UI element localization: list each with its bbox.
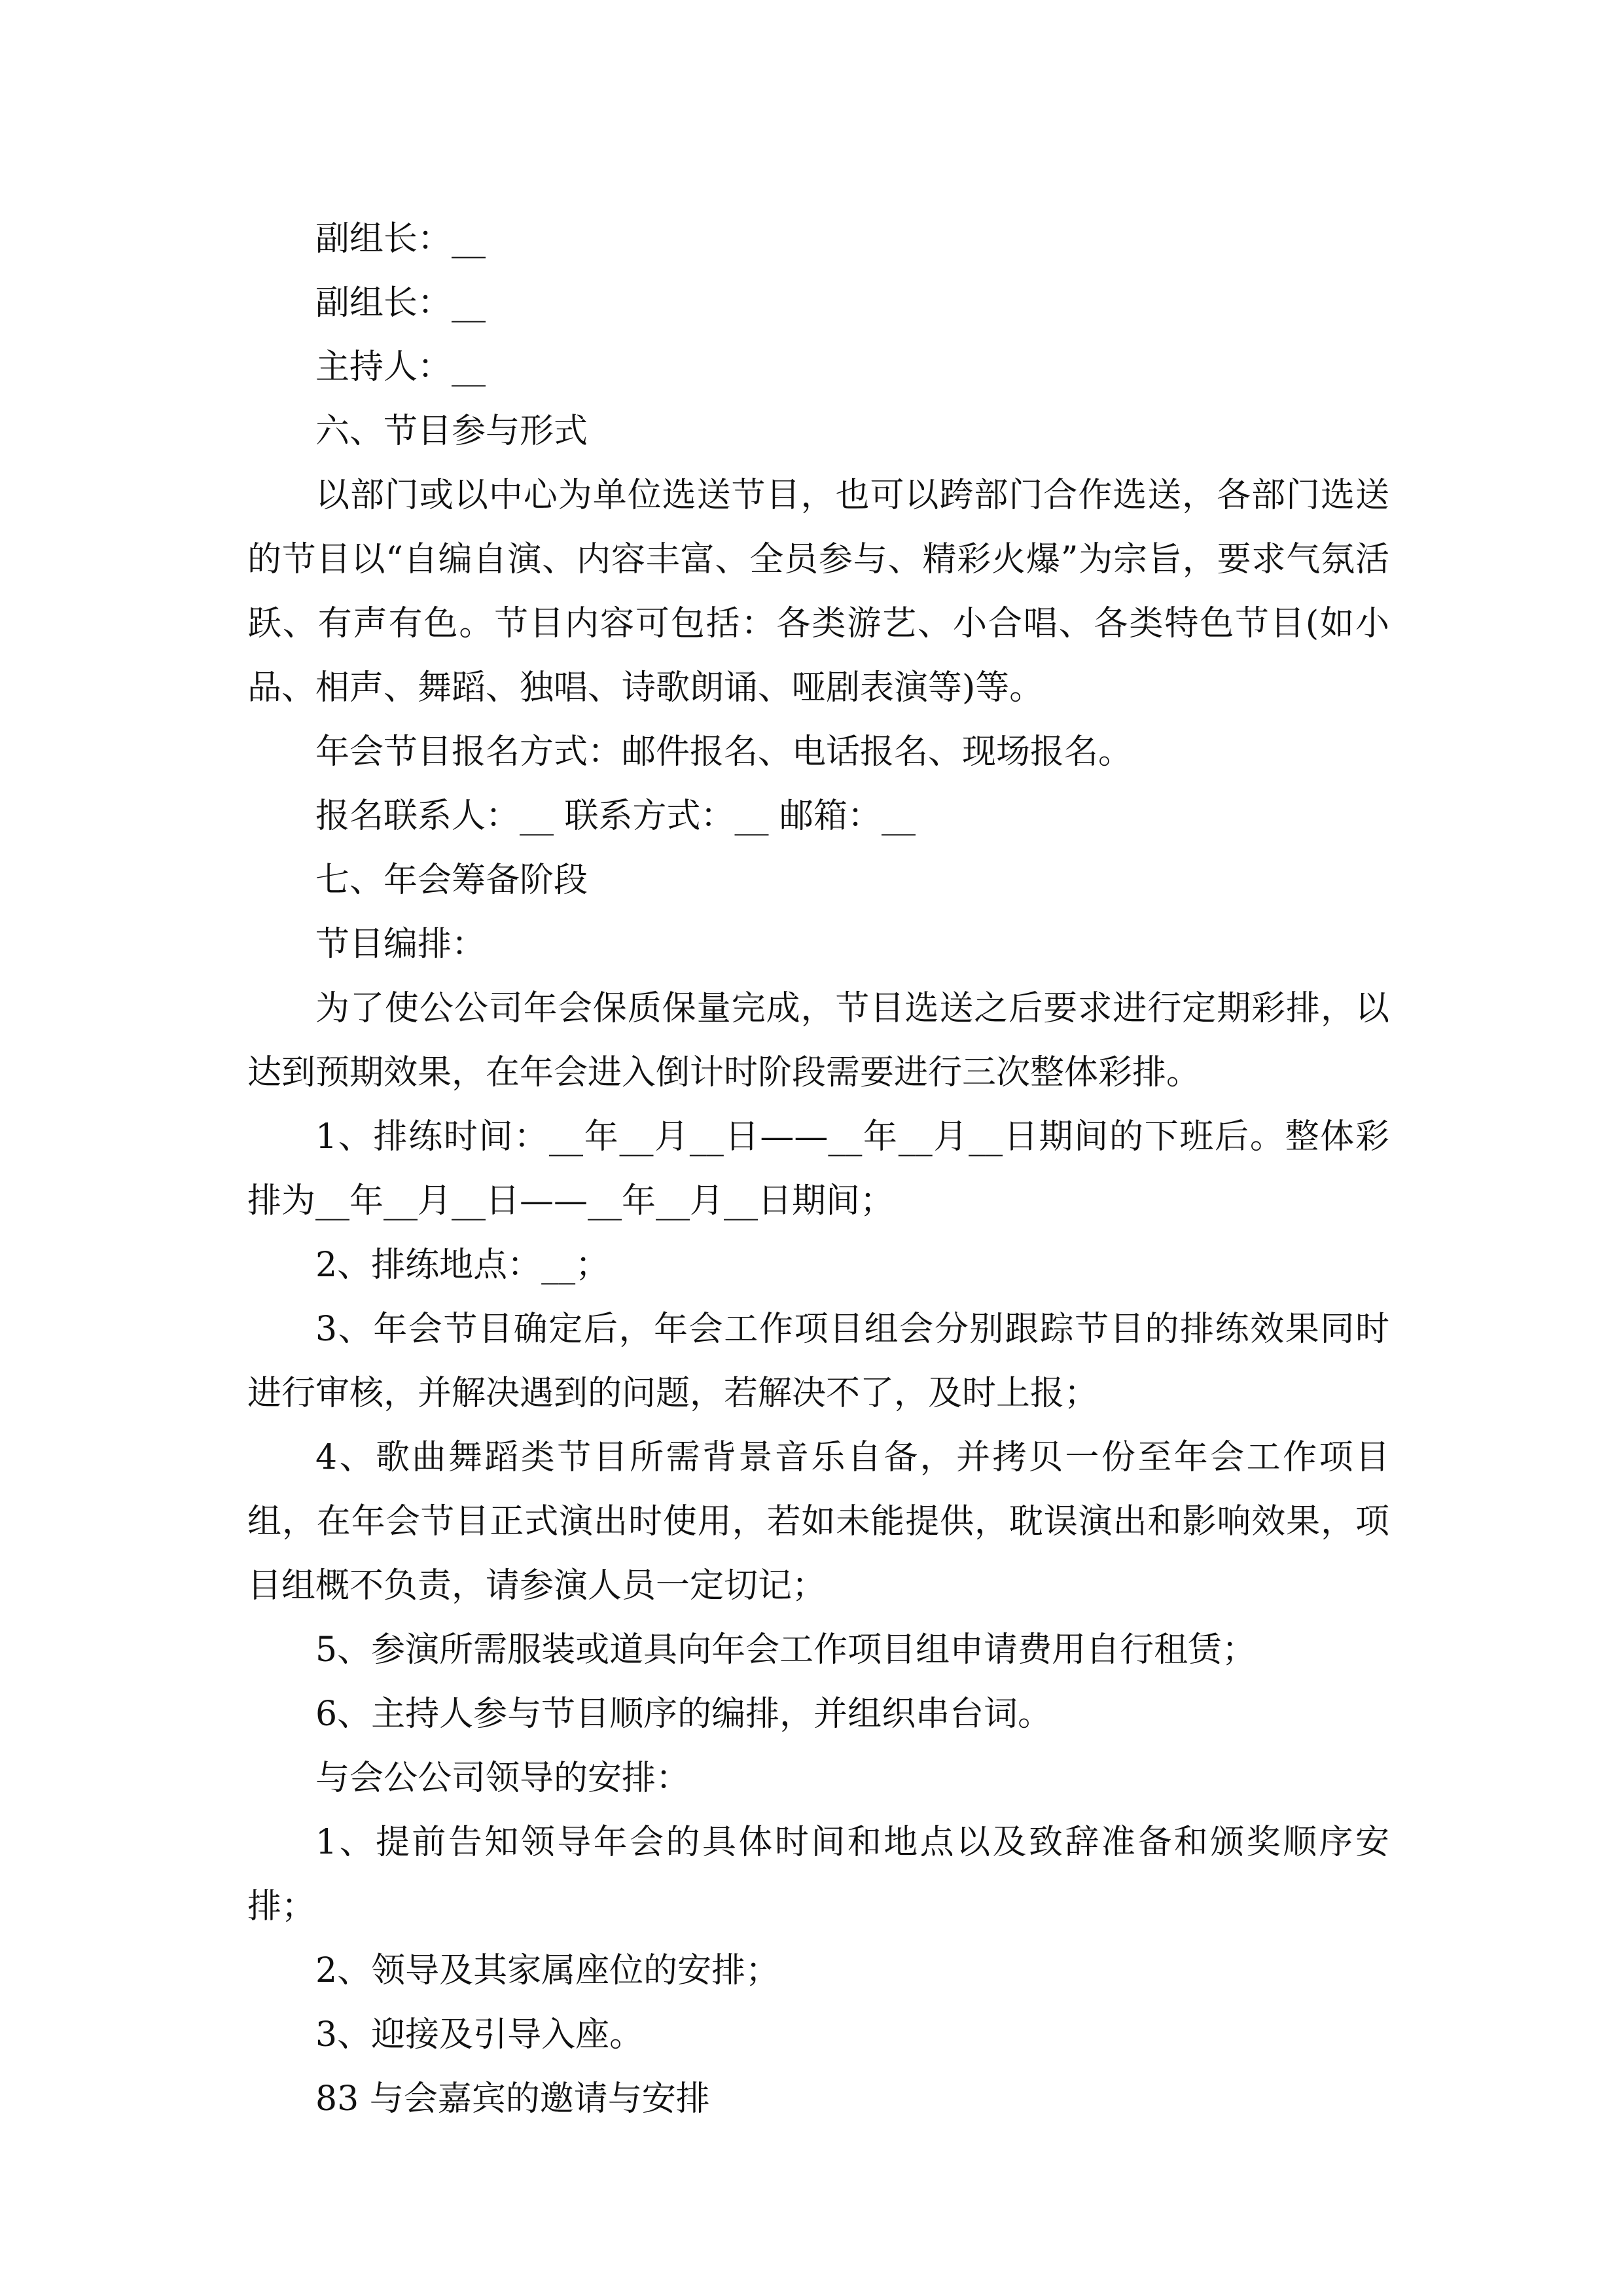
- subheading-leader-arrangement: 与会公公司领导的安排：: [315, 1759, 690, 1798]
- list-item-rehearsal-time: 1、排练时间：__年__月__日——__年__月__日期间的下班后。整体彩排为__年__月__日——__年__月__日期间；: [247, 1117, 1389, 1221]
- rehearsal-intro-paragraph: 为了使公公司年会保质保量完成，节目选送之后要求进行定期彩排，以达到预期效果，在年会进入倒计时阶段需要进行三次整体彩排。: [247, 989, 1389, 1092]
- subheading-guest-invitation: 83 与会嘉宾的邀请与安排: [315, 2079, 710, 2119]
- subheading-program-arrangement: 节目编排：: [315, 925, 486, 964]
- section-heading-preparation: 七、年会筹备阶段: [315, 861, 588, 900]
- list-item-leader-seating: 2、领导及其家属座位的安排；: [315, 1951, 780, 1990]
- program-format-paragraph: 以部门或以中心为单位选送节目，也可以跨部门合作选送，各部门选送的节目以“自编自演、内容丰富、全员参与、精彩火爆”为宗旨，要求气氛活跃、有声有色。节目内容可包括：各类游艺、小合唱、各类特色节目(如小品、相声、舞蹈、独唱、诗歌朗诵、哑剧表演等)等。: [247, 476, 1389, 708]
- list-item-host-arrangement: 6、主持人参与节目顺序的编排，并组织串台词。: [315, 1695, 1052, 1734]
- deputy-leader-line-1: 副组长：__: [315, 219, 486, 259]
- list-item-program-review: 3、年会节目确定后，年会工作项目组会分别跟踪节目的排练效果同时进行审核，并解决遇到的问题，若解决不了，及时上报；: [247, 1310, 1389, 1413]
- section-heading-program-format: 六、节目参与形式: [315, 412, 588, 451]
- registration-contact: 报名联系人：__ 联系方式：__ 邮箱：__: [315, 797, 916, 836]
- list-item-costumes-props: 5、参演所需服装或道具向年会工作项目组申请费用自行租赁；: [315, 1630, 1257, 1670]
- list-item-rehearsal-location: 2、排练地点：__；: [315, 1246, 610, 1285]
- list-item-notify-leaders: 1、提前告知领导年会的具体时间和地点以及致辞准备和颁奖顺序安排；: [247, 1823, 1389, 1926]
- host-line: 主持人：__: [315, 348, 486, 387]
- list-item-greeting-guidance: 3、迎接及引导入座。: [315, 2015, 644, 2054]
- document-body: [247, 207, 1389, 2131]
- deputy-leader-line-2: 副组长：__: [315, 283, 486, 323]
- registration-methods: 年会节目报名方式：邮件报名、电话报名、现场报名。: [315, 732, 1133, 772]
- list-item-background-music: 4、歌曲舞蹈类节目所需背景音乐自备，并拷贝一份至年会工作项目组，在年会节目正式演出时使用，若如未能提供，耽误演出和影响效果，项目组概不负责，请参演人员一定切记；: [247, 1438, 1389, 1605]
